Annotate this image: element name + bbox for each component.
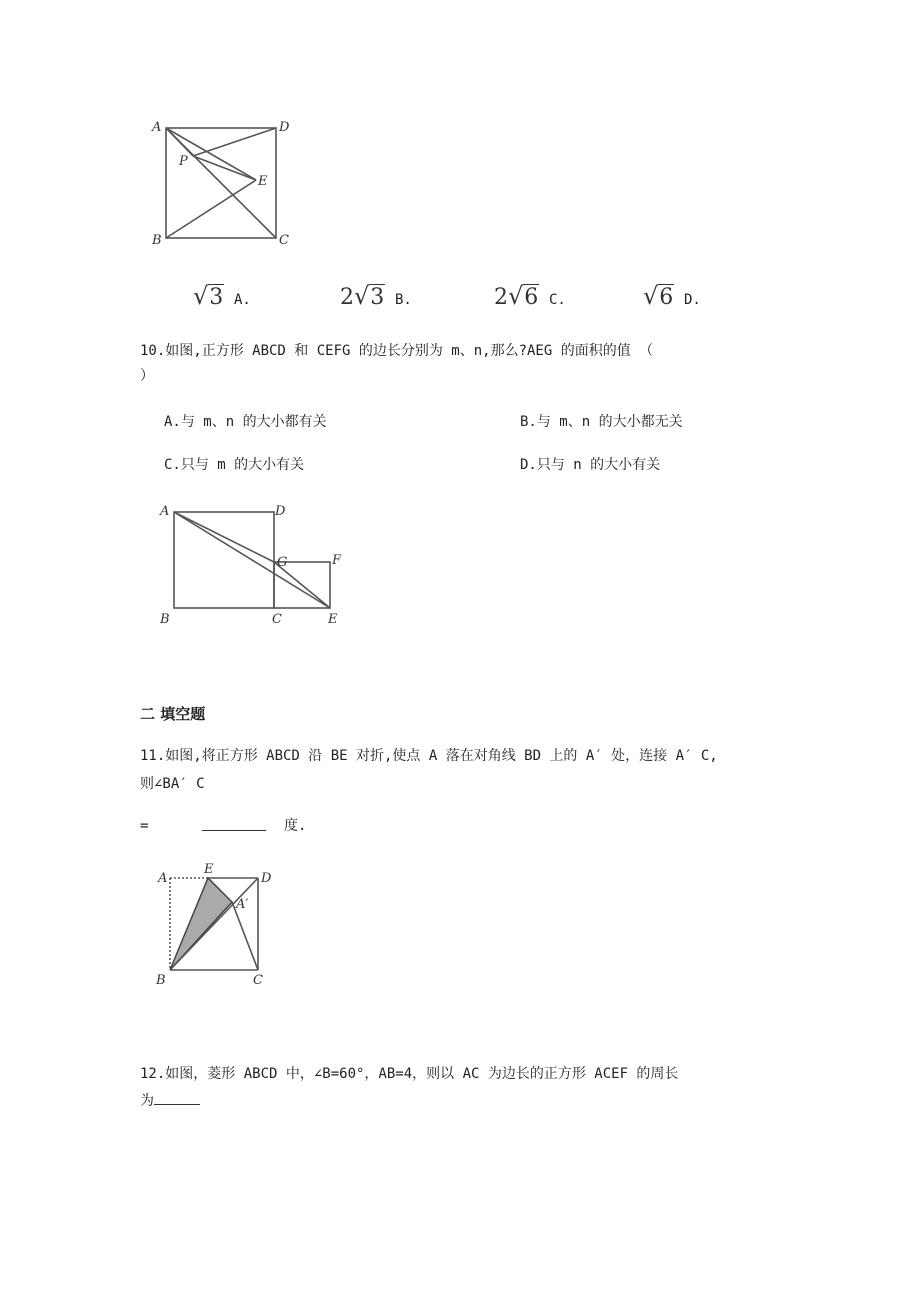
q10-figure — [150, 498, 360, 633]
q12-stem-line2 — [140, 1090, 200, 1111]
q9-option-d[interactable] — [643, 282, 701, 310]
q10-label-F: F — [332, 553, 342, 568]
q9-option-c-value: 2√6 — [494, 282, 539, 310]
q9-option-d-value: √6 — [643, 282, 674, 310]
q9-option-c-label: C. — [548, 292, 566, 308]
q11-unit: 度. — [284, 818, 307, 834]
q9-label-P: P — [179, 154, 188, 169]
q11-figure — [150, 860, 285, 990]
q9-option-a[interactable] — [193, 282, 251, 310]
q10-line-AE — [174, 512, 330, 608]
q10-label-D: D — [275, 504, 286, 519]
q10-label-G: G — [277, 555, 288, 570]
q11-label-B: B — [156, 973, 166, 988]
q9-line-PE — [193, 156, 256, 180]
q11-stem-line2: 则∠BA′ C — [140, 776, 205, 792]
q10-option-c[interactable]: C.只与 m 的大小有关 — [164, 457, 305, 473]
q12-answer-blank[interactable] — [154, 1090, 200, 1105]
q9-label-B: B — [152, 233, 162, 248]
q11-label-A: A — [158, 871, 168, 886]
q10-label-B: B — [160, 612, 170, 627]
q9-option-a-label: A. — [233, 292, 251, 308]
q11-stem-line1: 11.如图,将正方形 ABCD 沿 BE 对折,使点 A 落在对角线 BD 上的 A′ 处，连接 A′ C, — [140, 748, 718, 764]
q11-label-C: C — [253, 973, 263, 988]
q9-label-E: E — [258, 174, 268, 189]
q9-option-c[interactable] — [494, 282, 566, 310]
q10-stem-line2: ） — [140, 368, 154, 384]
q10-label-C: C — [272, 612, 282, 627]
q11-label-D: D — [261, 871, 272, 886]
q9-label-D: D — [279, 120, 290, 135]
q9-option-a-value: √3 — [193, 282, 224, 310]
q10-line-AG — [174, 512, 274, 562]
q10-label-E: E — [328, 612, 338, 627]
q11-eq-sign: = — [140, 818, 149, 834]
q9-option-b-value: 2√3 — [340, 282, 385, 310]
q11-label-Aprime: A′ — [236, 897, 249, 912]
q11-shaded-triangle — [170, 878, 232, 970]
q9-line-PD — [193, 128, 276, 156]
q12-stem-prefix: 为 — [140, 1093, 154, 1109]
q10-option-b[interactable]: B.与 m、n 的大小都无关 — [520, 414, 683, 430]
q10-option-a[interactable]: A.与 m、n 的大小都有关 — [164, 414, 327, 430]
q12-stem-line1: 12.如图，菱形 ABCD 中，∠B=60°，AB=4，则以 AC 为边长的正方形 ACEF 的周长 — [140, 1066, 679, 1082]
q11-answer-blank[interactable] — [202, 812, 266, 831]
q9-line-BE — [166, 180, 256, 238]
q10-label-A: A — [160, 504, 170, 519]
q10-option-d[interactable]: D.只与 n 的大小有关 — [520, 457, 661, 473]
section-fill-in-heading: 二 填空题 — [140, 705, 206, 723]
q9-option-b[interactable] — [340, 282, 412, 310]
q9-option-b-label: B. — [394, 292, 412, 308]
q11-line-AprimeC — [232, 902, 258, 970]
q10-square-abcd — [174, 512, 274, 608]
q9-option-d-label: D. — [683, 292, 701, 308]
q9-label-A: A — [152, 120, 162, 135]
q10-stem-line1: 10.如图,正方形 ABCD 和 CEFG 的边长分别为 m、n,那么?AEG 的面积的值 （ — [140, 343, 654, 359]
q9-figure — [140, 110, 310, 260]
q11-label-E: E — [204, 862, 214, 877]
q9-label-C: C — [279, 233, 289, 248]
